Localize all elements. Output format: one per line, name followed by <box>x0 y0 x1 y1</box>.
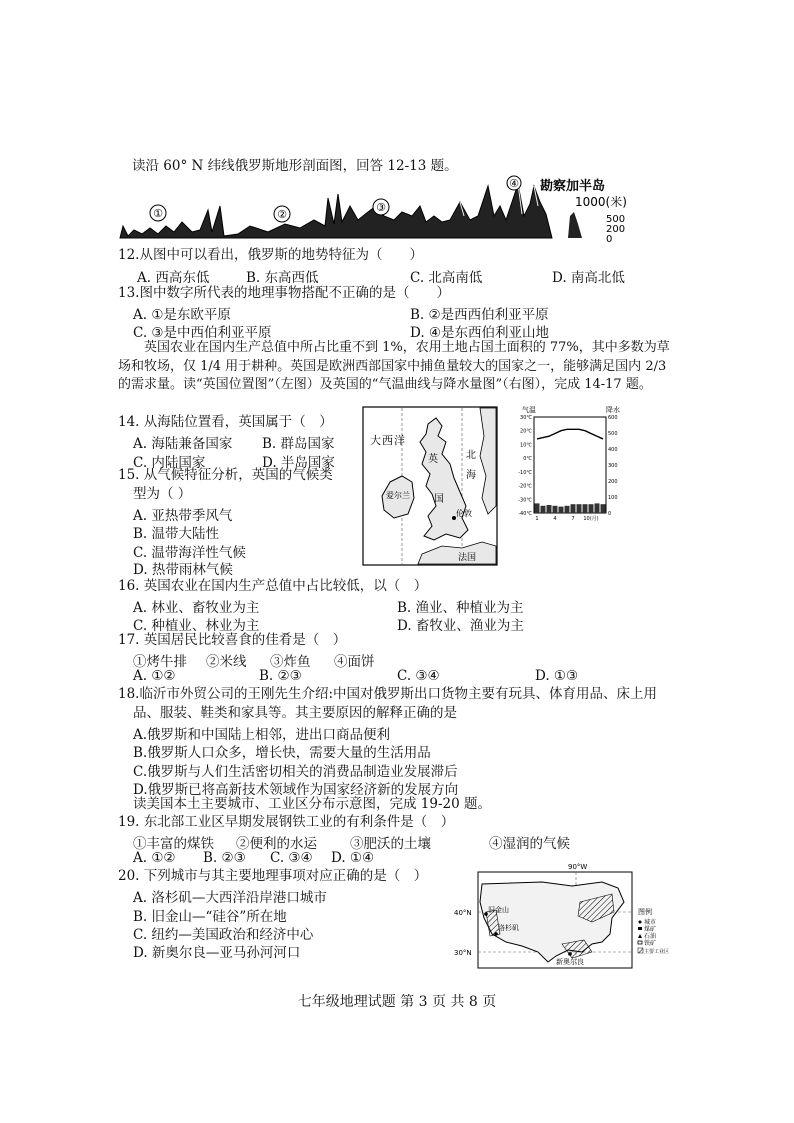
chart-plot-area <box>534 417 606 513</box>
q15-option-d[interactable]: D. 热带雨林气候 <box>133 562 233 578</box>
chart-y-right-tick: 200 <box>608 479 618 485</box>
q12-option-a[interactable]: A. 西高东低 <box>137 270 210 286</box>
q15-option-c[interactable]: C. 温带海洋性气候 <box>133 545 246 561</box>
q12-option-d[interactable]: D. 南高北低 <box>552 270 625 286</box>
q15-stem-line2: 型为（ ） <box>133 486 192 502</box>
chart-precip-bar <box>583 504 588 513</box>
map-label-ying: 英 <box>428 454 438 465</box>
city-los-angeles: 洛杉矶 <box>498 924 519 932</box>
q14-stem: 14. 从海陆位置看，英国属于（ ） <box>118 414 333 430</box>
q18-option-a[interactable]: A.俄罗斯和中国陆上相邻，进出口商品便利 <box>133 727 391 743</box>
q18-option-c[interactable]: C.俄罗斯与人们生活密切相关的消费品制造业发展滞后 <box>133 764 458 780</box>
profile-land <box>120 184 552 238</box>
chart-precip-bar <box>559 507 564 513</box>
chart-y-left-ticks <box>518 415 532 517</box>
q14-option-b[interactable]: B. 群岛国家 <box>262 436 335 452</box>
chart-y-right-tick: 500 <box>608 431 618 437</box>
map-label-yang: 洋 <box>394 434 405 447</box>
map-label-bei: 北 <box>466 450 476 461</box>
chart-y-right-ticks <box>608 415 618 517</box>
q12-option-c[interactable]: C. 北高南低 <box>410 270 483 286</box>
q17-item-2: ②米线 <box>206 654 247 670</box>
q19-option-b[interactable]: B. ②③ <box>203 850 246 866</box>
map-label-hai: 海 <box>466 470 476 481</box>
q20-option-a[interactable]: A. 洛杉矶—大西洋沿岸港口城市 <box>133 890 327 906</box>
q19-item-2: ②便利的水运 <box>236 836 317 852</box>
height-label: 1000(米) <box>575 195 627 209</box>
chart-x-tick: 10(月) <box>583 516 599 522</box>
us-industry-map <box>452 862 670 970</box>
q17-item-4: ④面饼 <box>334 654 375 670</box>
q19-item-1: ①丰富的煤铁 <box>133 836 214 852</box>
chart-y-right-tick: 400 <box>608 447 618 453</box>
chart-precip-bar <box>577 504 582 513</box>
q16-option-b[interactable]: B. 渔业、种植业为主 <box>397 600 524 616</box>
q17-option-b[interactable]: B. ②③ <box>259 668 302 684</box>
q19-option-a[interactable]: A. ①② <box>133 850 176 866</box>
chart-precip-bar <box>541 506 546 513</box>
q20-option-c[interactable]: C. 纽约—美国政治和经济中心 <box>133 927 314 943</box>
chart-y-right-tick: 300 <box>608 463 618 469</box>
q15-stem-line1: 15. 从气候特征分析，英国的气候类 <box>118 467 333 483</box>
q18-option-d[interactable]: D.俄罗斯已将高新技术领域作为国家经济新的发展方向 <box>133 782 459 798</box>
chart-precip-bar <box>553 506 558 513</box>
page-footer: 七年级地理试题 第 3 页 共 8 页 <box>297 994 497 1010</box>
q15-option-b[interactable]: B. 温带大陆性 <box>133 526 220 542</box>
q12-option-b[interactable]: B. 东高西低 <box>246 270 319 286</box>
city-los-angeles-dot <box>494 932 498 936</box>
q13-option-b[interactable]: B. ②是西西伯利亚平原 <box>410 307 549 323</box>
q17-option-c[interactable]: C. ③④ <box>397 668 440 684</box>
legend-coal-icon <box>638 927 642 930</box>
map-label-da: 大 <box>370 434 381 447</box>
us-map-lon: 90°W <box>568 863 588 871</box>
chart-y-left-tick: 10℃ <box>520 442 532 449</box>
chart-y-left-tick: 30℃ <box>520 415 532 421</box>
q17-item-3: ③炸鱼 <box>270 654 311 670</box>
legend-iron-icon <box>638 941 642 944</box>
q17-option-d[interactable]: D. ①③ <box>535 668 579 684</box>
europe-shape <box>480 408 496 514</box>
q14-option-a[interactable]: A. 海陆兼备国家 <box>133 436 233 452</box>
chart-y-left-tick: 20℃ <box>520 428 532 435</box>
chart-precip-bar <box>595 503 600 513</box>
q16-stem: 16. 英国农业在国内生产总值中占比较低，以（ ） <box>118 578 428 594</box>
us-map-lat30: 30°N <box>454 949 472 957</box>
uk-climate-chart <box>508 403 638 525</box>
q19-option-c[interactable]: C. ③④ <box>270 850 313 866</box>
kamchatka-label: 勘察加半岛 <box>540 179 606 194</box>
map-label-xi: 西 <box>382 434 393 447</box>
q20-stem: 20. 下列城市与其主要地理事项对应正确的是（ ） <box>118 868 428 884</box>
legend-industry-icon <box>638 948 643 953</box>
q19-stem: 19. 东北部工业区早期发展钢铁工业的有利条件是（ ） <box>118 814 455 830</box>
chart-precip-bar <box>601 504 606 513</box>
city-new-orleans-dot <box>568 952 572 956</box>
chart-y-left-tick: -10℃ <box>518 469 532 476</box>
intro-19-20: 读美国本土主要城市、工业区分布示意图，完成 19-20 题。 <box>133 796 491 812</box>
q18-stem-line1: 18.临沂市外贸公司的王刚先生介绍:中国对俄罗斯出口货物主要有玩具、体育用品、床上用 <box>118 686 658 702</box>
q20-option-b[interactable]: B. 旧金山—“硅谷”所在地 <box>133 909 287 925</box>
q13-option-a[interactable]: A. ①是东欧平原 <box>133 307 231 323</box>
chart-y-right-tick: 100 <box>608 495 618 501</box>
q12-stem: 12.从图中可以看出，俄罗斯的地势特征为（ ） <box>118 247 423 263</box>
q14-option-d[interactable]: D. 半岛国家 <box>262 455 335 471</box>
russia-terrain-profile <box>120 176 665 246</box>
chart-precip-bar <box>589 504 594 513</box>
q19-option-d[interactable]: D. ①④ <box>331 850 375 866</box>
chart-precip-bar <box>565 506 570 513</box>
kamchatka-profile <box>568 212 582 238</box>
city-san-francisco: 旧金山 <box>488 906 509 914</box>
uk-location-map <box>362 406 498 566</box>
legend-coal: 煤矿 <box>644 926 657 933</box>
city-new-orleans: 新奥尔良 <box>556 958 584 966</box>
legend-industry: 主要工业区 <box>644 949 670 955</box>
map-label-ireland: 爱尔兰 <box>386 491 410 500</box>
q18-stem-line2: 品、服装、鞋类和家具等。其主要原因的解释正确的是 <box>133 705 457 721</box>
legend-oil-icon <box>638 934 642 938</box>
marker-3-label: ③ <box>376 201 386 214</box>
marker-1-label: ① <box>153 207 163 220</box>
chart-precip-bar <box>571 504 576 513</box>
q13-option-c[interactable]: C. ③是中西伯利亚平原 <box>133 325 272 341</box>
q17-item-1: ①烤牛排 <box>133 654 187 670</box>
legend-oil: 石油 <box>644 933 657 940</box>
chart-y-left-tick: -40℃ <box>518 511 532 517</box>
q13-stem: 13.图中数字所代表的地理事物搭配不正确的是（ ） <box>118 285 450 301</box>
intro-12-13: 读沿 60° N 纬线俄罗斯地形剖面图，回答 12-13 题。 <box>132 158 458 174</box>
q16-option-a[interactable]: A. 林业、畜牧业为主 <box>133 600 260 616</box>
chart-y-left-tick: -20℃ <box>518 483 532 490</box>
q16-option-d[interactable]: D. 畜牧业、渔业为主 <box>397 618 524 634</box>
q14-option-c[interactable]: C. 内陆国家 <box>133 455 206 471</box>
q16-option-c[interactable]: C. 种植业、林业为主 <box>133 618 260 634</box>
legend-title: 图例 <box>638 908 652 916</box>
chart-x-tick: 4 <box>553 516 557 522</box>
chart-y-left-tick: 0℃ <box>523 456 532 463</box>
chart-x-ticks <box>535 515 598 522</box>
chart-right-label: 降水 <box>606 406 620 414</box>
scale-0: 0 <box>606 234 613 245</box>
uk-intro-paragraph: 英国农业在国内生产总值中所占比重不到 1%，农用土地占国土面积的 77%，其中多数为草场和牧场，仅 1/4 用于耕种。英国是欧洲西部国家中捕鱼量较大的国家之一，能够满足国内 2/3 的需求量。读“英国位置图”（左图）及英国的“气温曲线与降水量图”（右图），完成 14-17 题。 <box>118 340 670 392</box>
chart-y-right-tick: 0 <box>608 511 612 517</box>
chart-x-tick: 1 <box>535 516 539 522</box>
scale-500: 500 <box>606 214 626 225</box>
us-map-lat40: 40°N <box>454 909 472 917</box>
q20-option-d[interactable]: D. 新奥尔良—亚马孙河河口 <box>133 945 301 961</box>
chart-x-tick: 7 <box>571 516 575 522</box>
q17-stem: 17. 英国居民比较喜食的佳肴是（ ） <box>118 632 347 648</box>
q15-option-a[interactable]: A. 亚热带季风气 <box>133 508 233 524</box>
chart-precip-bar <box>535 503 540 513</box>
q19-item-3: ③肥沃的土壤 <box>350 836 431 852</box>
q13-option-d[interactable]: D. ④是东西伯利亚山地 <box>410 325 550 341</box>
map-label-france: 法国 <box>458 553 477 563</box>
chart-y-right-tick: 600 <box>608 415 618 421</box>
marker-2-label: ② <box>277 208 287 221</box>
legend-iron: 铁矿 <box>644 940 657 947</box>
map-label-london: 伦敦 <box>456 509 472 518</box>
marker-4-label: ④ <box>509 177 519 190</box>
q17-option-a[interactable]: A. ①② <box>133 668 176 684</box>
q18-option-b[interactable]: B.俄罗斯人口众多，增长快，需要大量的生活用品 <box>133 745 431 761</box>
legend-city: 城市 <box>644 919 657 926</box>
scale-200: 200 <box>606 224 626 235</box>
chart-y-left-tick: -30℃ <box>518 497 532 504</box>
map-label-guo: 国 <box>434 494 444 505</box>
chart-left-label: 气温 <box>522 406 536 414</box>
chart-precip-bar <box>547 505 552 513</box>
q19-item-4: ④湿润的气候 <box>489 836 570 852</box>
legend-city-icon <box>639 921 642 924</box>
